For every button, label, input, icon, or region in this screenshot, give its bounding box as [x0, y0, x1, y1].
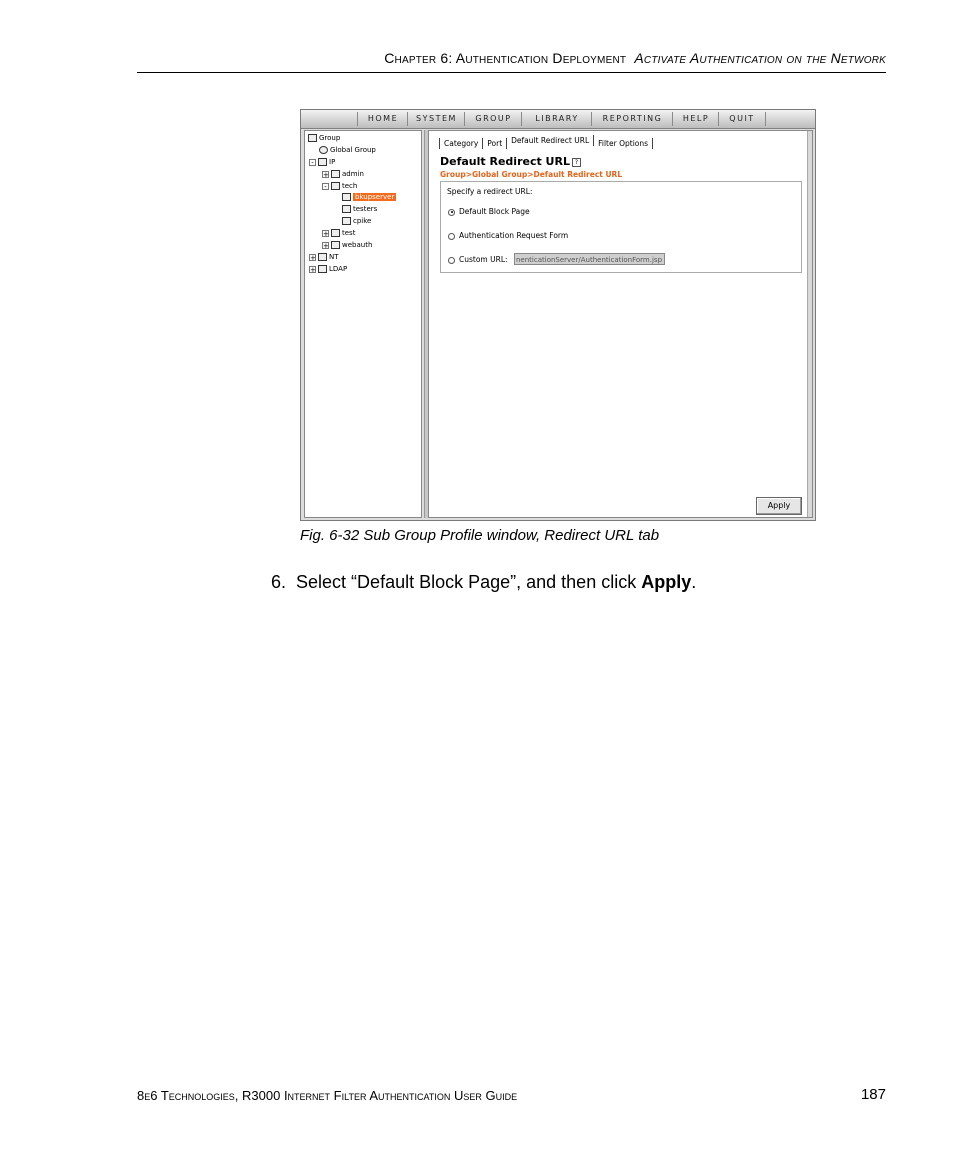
expand-icon[interactable]: + [323, 170, 329, 179]
group-tree [304, 130, 422, 518]
page-number: 187 [860, 1086, 886, 1103]
expand-icon[interactable]: + [310, 265, 316, 274]
option-default-block-page[interactable]: Default Block Page [448, 207, 530, 216]
header-rule [137, 72, 886, 73]
option-custom-url[interactable]: Custom URL: [448, 255, 508, 264]
menu-group[interactable]: GROUP [464, 112, 522, 126]
collapse-icon[interactable]: - [309, 159, 316, 166]
menu-home[interactable]: HOME [357, 112, 408, 126]
menu-quit[interactable]: QUIT [718, 112, 766, 126]
expand-icon[interactable]: + [323, 241, 329, 250]
network-icon [331, 182, 340, 190]
pane-title: Default Redirect URL ? [440, 155, 581, 168]
network-icon [331, 229, 340, 237]
tree-node-webauth[interactable]: + webauth [323, 241, 373, 250]
radio-icon[interactable] [448, 257, 455, 264]
tree-node-tech[interactable]: - tech [322, 181, 357, 192]
fieldset-legend: Specify a redirect URL: [447, 187, 533, 196]
running-header [137, 50, 886, 66]
network-icon [342, 193, 351, 201]
network-icon [318, 158, 327, 166]
computer-icon [342, 217, 351, 225]
network-icon [318, 253, 327, 261]
redirect-url-fieldset [440, 181, 802, 273]
menu-help[interactable]: HELP [672, 112, 719, 126]
tree-node-cpike[interactable]: cpike [342, 216, 371, 227]
tree-node-ldap[interactable]: + LDAP [310, 265, 348, 274]
tree-node-global-group[interactable]: Global Group [319, 145, 376, 156]
apply-button[interactable]: Apply [756, 497, 802, 515]
detail-pane [428, 130, 813, 518]
tree-node-group[interactable]: Group [308, 133, 340, 144]
tree-node-admin[interactable]: + admin [323, 170, 364, 179]
radio-icon[interactable] [448, 233, 455, 240]
tab-category[interactable]: Category [439, 138, 483, 149]
help-icon[interactable]: ? [572, 158, 581, 167]
tree-node-bkupserver[interactable]: bkupserver [342, 192, 396, 203]
tree-node-test[interactable]: + test [323, 229, 356, 238]
network-icon [318, 265, 327, 273]
expand-icon[interactable]: + [323, 229, 329, 238]
instruction-step [271, 572, 696, 593]
step-text: Select “Default Block Page”, and then click [296, 572, 642, 592]
tree-node-ip[interactable]: - IP [309, 157, 335, 168]
network-icon [331, 241, 340, 249]
tree-node-nt[interactable]: + NT [310, 253, 339, 262]
radio-selected-icon[interactable] [448, 209, 455, 216]
menu-library[interactable]: LIBRARY [521, 112, 592, 126]
menu-reporting[interactable]: REPORTING [591, 112, 673, 126]
top-menu-bar [301, 110, 815, 129]
breadcrumb: Group>Global Group>Default Redirect URL [440, 170, 623, 179]
group-folder-icon [308, 134, 317, 142]
pane-scrollbar[interactable] [807, 131, 812, 517]
chapter-title: Chapter 6: Authentication Deployment [384, 50, 627, 66]
option-authentication-request-form[interactable]: Authentication Request Form [448, 231, 568, 240]
footer-title: 8e6 Technologies, R3000 Internet Filter Authentication User Guide [137, 1088, 518, 1103]
network-icon [331, 170, 340, 178]
menu-system[interactable]: SYSTEM [407, 112, 465, 126]
tab-filter-options[interactable]: Filter Options [594, 138, 653, 149]
tab-port[interactable]: Port [483, 138, 507, 149]
step-number: 6. [271, 572, 287, 592]
tab-default-redirect-url[interactable]: Default Redirect URL [507, 135, 594, 146]
figure-caption: Fig. 6-32 Sub Group Profile window, Redirect URL tab [300, 527, 660, 544]
globe-icon [319, 146, 328, 154]
expand-icon[interactable]: + [310, 253, 316, 262]
sub-group-profile-screenshot [300, 109, 816, 521]
custom-url-input[interactable]: nenticationServer/AuthenticationForm.jsp [514, 253, 665, 265]
network-icon [342, 205, 351, 213]
tab-strip [439, 138, 653, 149]
step-text-end: . [691, 572, 697, 592]
section-title: Activate Authentication on the Network [634, 50, 886, 66]
collapse-icon[interactable]: - [322, 183, 329, 190]
tree-node-testers[interactable]: testers [342, 204, 377, 215]
step-bold-text: Apply [641, 572, 692, 592]
